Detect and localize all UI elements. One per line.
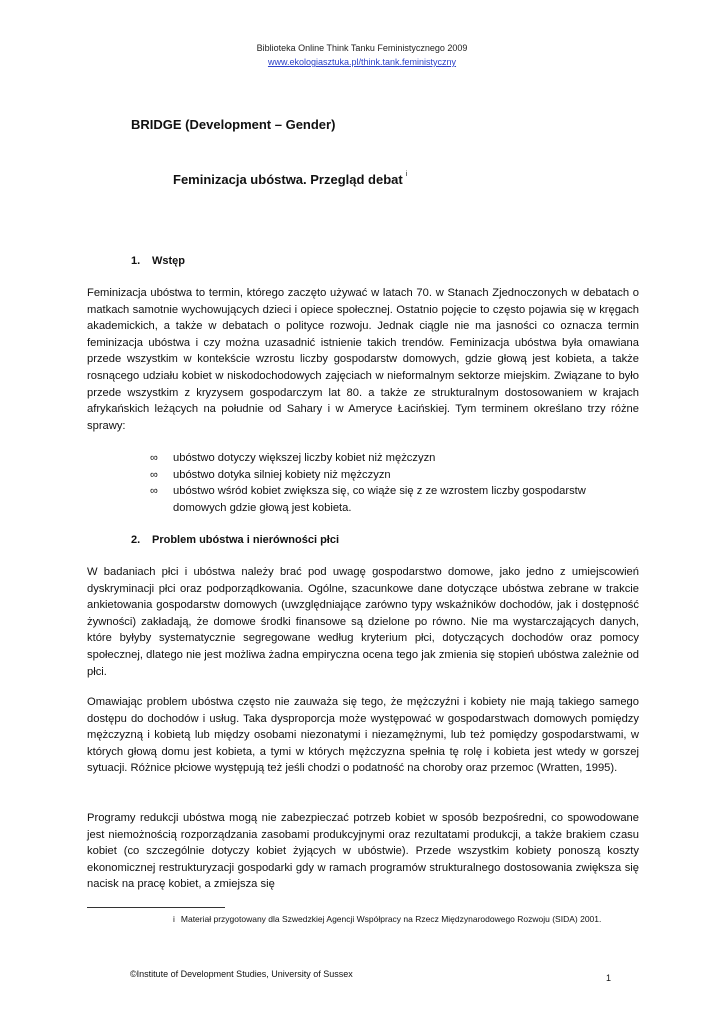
series-title: BRIDGE (Development – Gender) bbox=[131, 117, 336, 132]
list-item-text: ubóstwo dotyka silniej kobiety niż mężczyzn bbox=[173, 468, 391, 481]
infinity-bullet-icon: ∞ bbox=[150, 468, 158, 481]
section-heading-problem bbox=[131, 534, 339, 546]
paragraph-3: Omawiając problem ubóstwa często nie zauważa się tego, że mężczyźni i kobiety nie mają takiego samego dostępu do dochodów i usług. Taka dysproporcja może występować w gospodarstwach domowych pomiędzy mężczyzną i kobietą lub między osobami niezonatymi i niezamężnymi, lub też pomiędzy gospodarstwami, w których głową domu jest kobieta, a tymi w których mężczyzna spełnia tę rolę i kobieta jest wtedy w gorszej sytuacji. Różnice płciowe występują też jeśli chodzi o podatność na choroby oraz przemoc (Wratten, 1995). bbox=[87, 696, 639, 775]
section-title: Wstęp bbox=[152, 255, 185, 267]
paragraph-4: Programy redukcji ubóstwa mogą nie zabezpieczać potrzeb kobiet w sposób bezpośredni, co spowodowane jest niemożnością rozporządzania zasobami produkcyjnymi oraz rezultatami produkcji, a także brakiem czasu kobiet (co szczególnie dotyczy kobiet żyjących w ubóstwie). Przede wszystkim kobiety ponoszą koszty ekonomicznej restrukturyzacji gospodarki gdy w ramach programów strukturalnego dostosowania zwiększa się nacisk na pracę kobiet, a zmiejsza się bbox=[87, 812, 639, 891]
bullet-list bbox=[150, 450, 639, 516]
footnote bbox=[173, 913, 639, 926]
footnote-text: Materiał przygotowany dla Szwedzkiej Agencji Współpracy na Rzecz Międzynarodowego Rozwoju (SIDA) 2001. bbox=[180, 914, 602, 924]
header-link[interactable]: www.ekologiasztuka.pl/think.tank.feministyczny bbox=[267, 57, 457, 67]
paragraph-2: W badaniach płci i ubóstwa należy brać pod uwagę gospodarstwo domowe, jako jedno z umiejscowień dyskryminacji płci oraz podporządkowania. Ogólne, szacunkowe dane dotyczące ubóstwa zebrane w trakcie ankietowania gospodarstw domowych (uwzględniające zarówno typy wskaźników dochodów, jak i dostępność żywności) zakładają, że domowe środki finansowe są dzielone po równo. Nie ma wystarczających danych, które byłyby systematycznie segregowane według kryterium płci, dotyczących dochodów oraz pomocy społecznej, dlatego nie jest możliwa żadna empiryczna ocena tego jak zmienia się stopień ubóstwa zależnie od płci. bbox=[87, 566, 639, 678]
title-footnote-mark[interactable]: i bbox=[405, 171, 408, 178]
list-item bbox=[150, 450, 639, 467]
list-item-text: ubóstwo dotyczy większej liczby kobiet niż mężczyzn bbox=[173, 452, 436, 464]
document-title-text: Feminizacja ubóstwa. Przegląd debat bbox=[173, 172, 403, 187]
section-number: 1. bbox=[131, 255, 141, 267]
header-title: Biblioteka Online Think Tanku Feministycznego 2009 bbox=[256, 43, 468, 53]
paragraph-intro: Feminizacja ubóstwa to termin, którego zaczęto używać w latach 70. w Stanach Zjednoczonych w debatach o matkach samotnie wychowujących dzieci i opiece społecznej. Ostatnio pojęcie to często pojawia się w kręgach akademickich, a także w debatach o polityce rozwoju. Jednak ciągle nie ma jasności co oznacza termin feminizacja ubóstwa i czy można uzasadnić istnienie takich trendów. Feminizacja ubóstwa była omawiana przede wszystkim w kontekście wzrostu liczby gospodarstw domowych, gdzie głową jest kobieta, a także rosnącego udziału kobiet w niskodochodowych zajęciach w nieformalnym sektorze miejskim. Związane to było przede wszystkim z kryzysem gospodarczym lat 80. a także ze strukturalnym dostosowaniem w krajach afrykańskich leżących na południe od Sahary i w Ameryce Łacińskiej. Tym terminem określano trzy różne sprawy: bbox=[87, 287, 639, 432]
document-title bbox=[173, 172, 407, 187]
page-number: 1 bbox=[606, 973, 612, 983]
footer-copyright: ©Institute of Development Studies, University of Sussex bbox=[130, 969, 353, 979]
footnote-mark: i bbox=[173, 914, 175, 924]
section-title: Problem ubóstwa i nierówności płci bbox=[152, 534, 340, 546]
list-item-text: ubóstwo wśród kobiet zwiększa się, co wiąże się z ze wzrostem liczby gospodarstw domowych gdzie głową jest kobieta. bbox=[173, 485, 586, 514]
section-heading-intro bbox=[131, 255, 185, 267]
infinity-bullet-icon: ∞ bbox=[150, 452, 158, 464]
footnote-divider bbox=[87, 907, 225, 908]
list-item bbox=[150, 483, 639, 516]
infinity-bullet-icon: ∞ bbox=[150, 485, 158, 498]
section-number: 2. bbox=[131, 534, 141, 546]
list-item bbox=[150, 467, 639, 484]
